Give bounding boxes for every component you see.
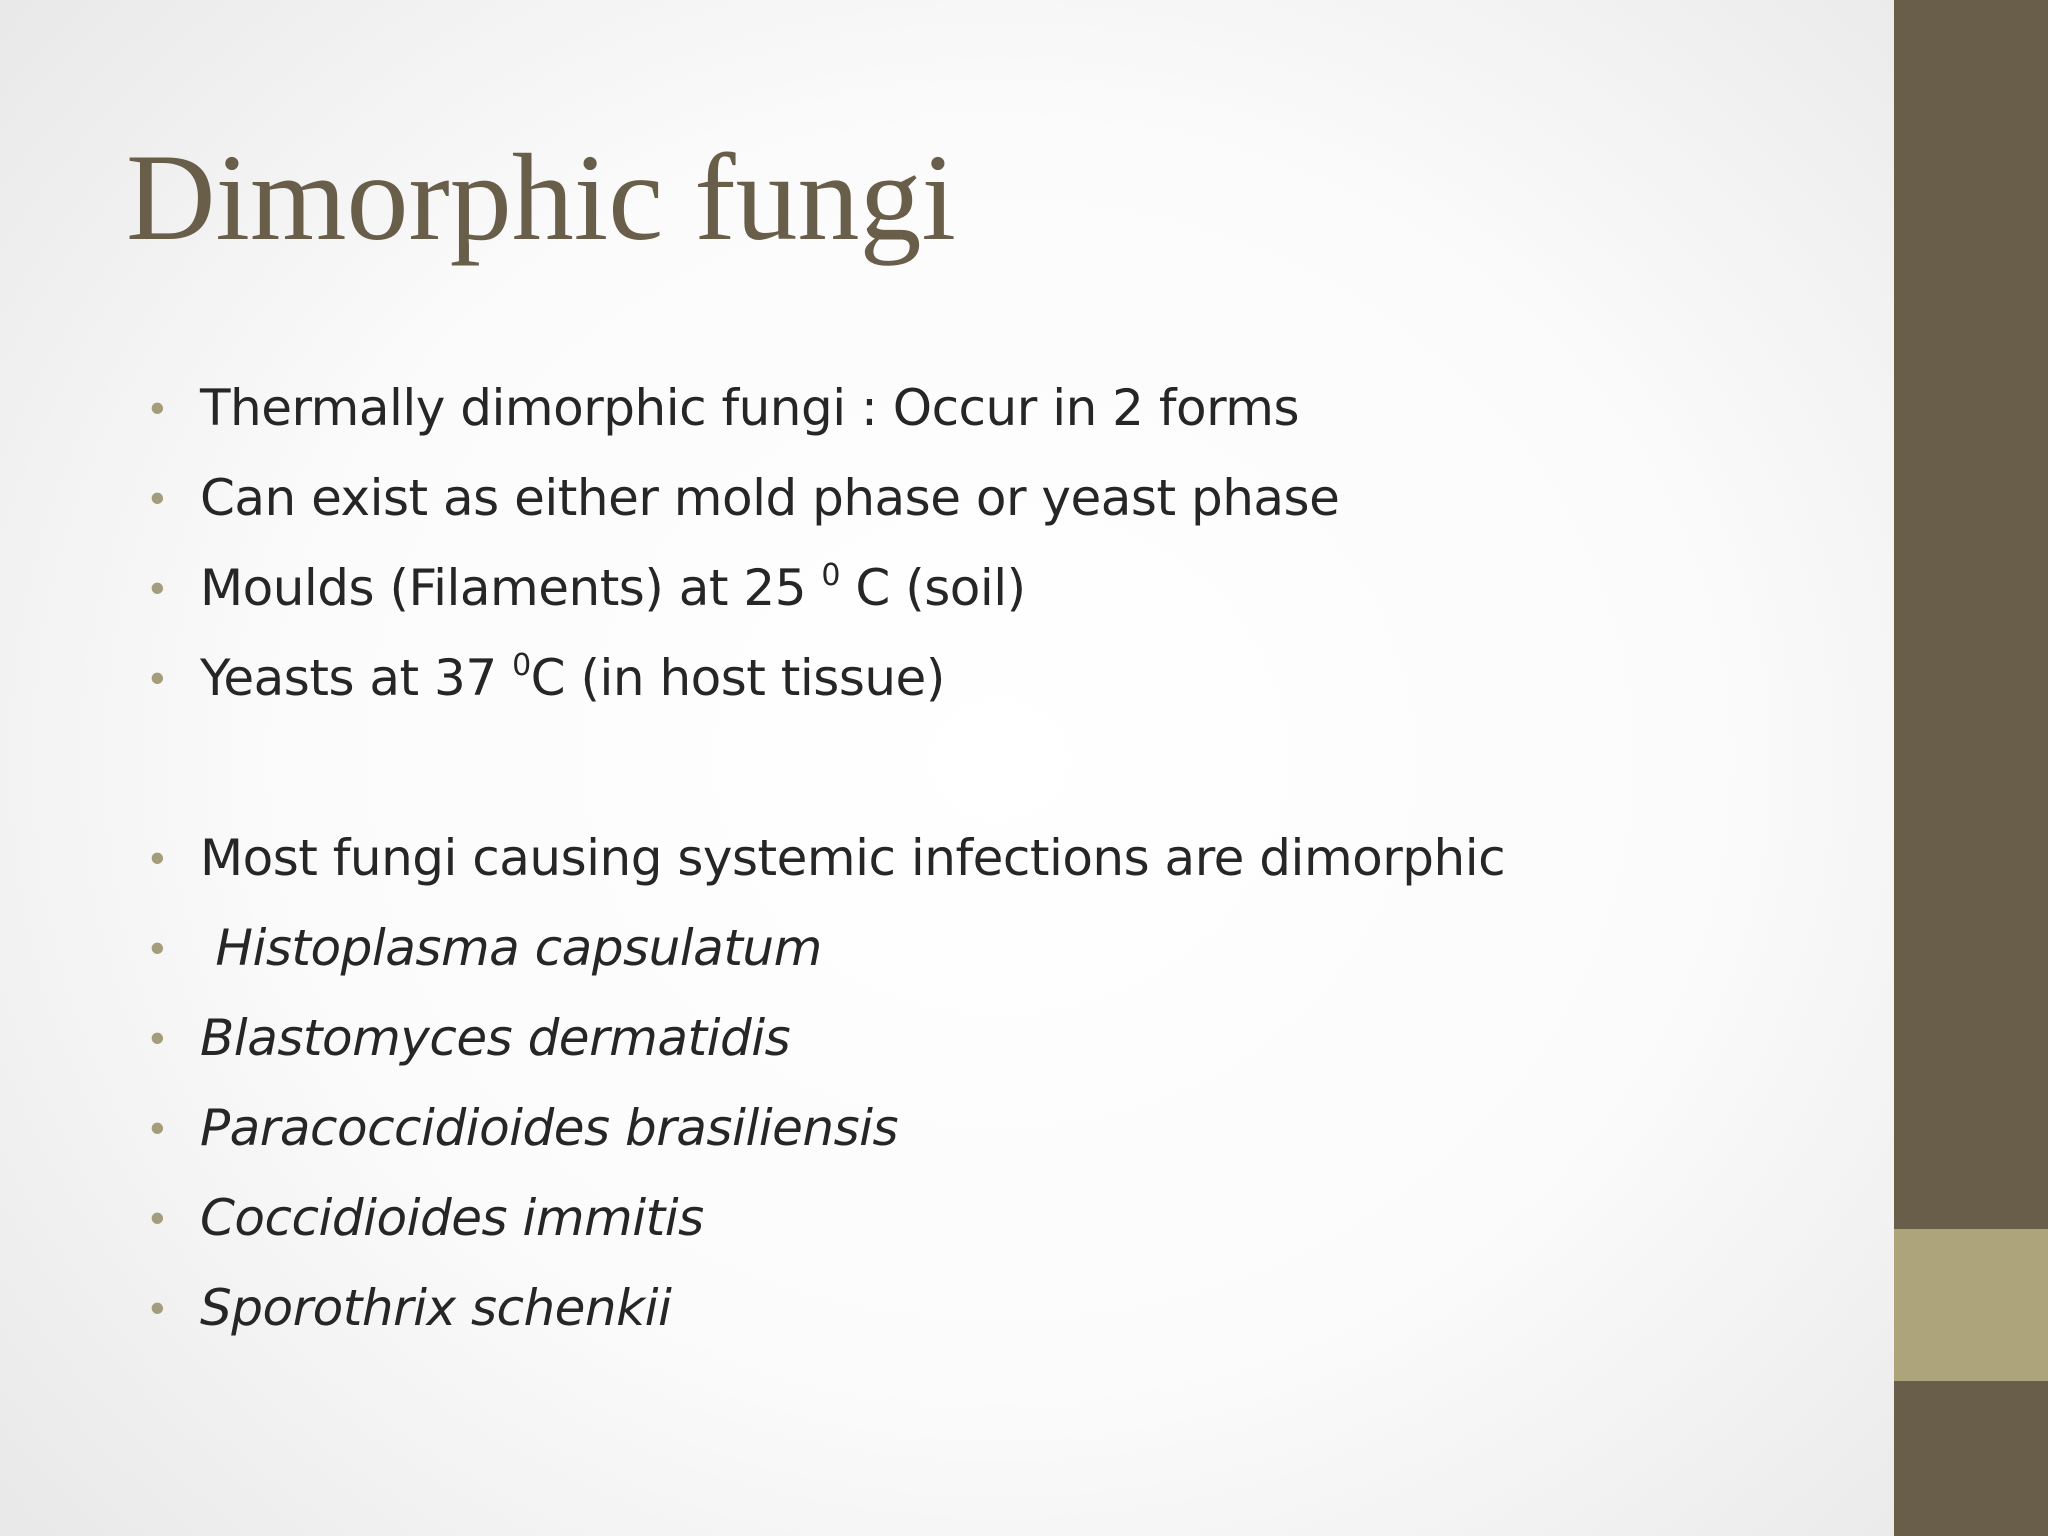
bullet-item	[150, 818, 1505, 898]
bullet-text-post: C (soil)	[840, 559, 1026, 617]
bullet-item	[150, 638, 945, 718]
bullet-dot-icon: •	[150, 834, 165, 881]
bullet-dot-icon: •	[150, 654, 165, 701]
bullet-dot-icon: •	[150, 474, 165, 521]
bullet-dot-icon: •	[150, 564, 165, 611]
bullet-text-pre: Moulds (Filaments) at 25	[200, 559, 822, 617]
bullet-dot-icon: •	[150, 1284, 165, 1331]
bullet-dot-icon: •	[150, 924, 165, 971]
bullet-item	[150, 368, 1299, 448]
bullet-item	[150, 1268, 671, 1348]
slide-title: Dimorphic fungi	[126, 129, 956, 266]
bullet-text: Sporothrix schenkii	[200, 1279, 672, 1337]
bullet-text: Can exist as either mold phase or yeast phase	[200, 469, 1340, 527]
bullet-text: Most fungi causing systemic infections are dimorphic	[200, 829, 1506, 887]
degree-superscript: 0	[821, 558, 841, 593]
bullet-item	[150, 1178, 704, 1258]
bullet-text-pre: Yeasts at 37	[200, 649, 513, 707]
bullet-text: Coccidioides immitis	[200, 1189, 704, 1247]
bullet-item	[150, 458, 1339, 538]
bullet-dot-icon: •	[150, 1014, 165, 1061]
bullet-text-post: C (in host tissue)	[530, 649, 945, 707]
bullet-item	[150, 548, 1026, 628]
bullet-item	[150, 998, 790, 1078]
bullet-item	[150, 908, 822, 988]
bullet-text: Paracoccidioides brasiliensis	[200, 1099, 899, 1157]
bullet-text: Thermally dimorphic fungi : Occur in 2 forms	[200, 379, 1299, 437]
bullet-dot-icon: •	[150, 384, 165, 431]
bullet-item	[150, 1088, 898, 1168]
bullet-text	[200, 559, 1026, 617]
bullet-text: Blastomyces dermatidis	[200, 1009, 791, 1067]
bullet-text: Histoplasma capsulatum	[200, 919, 822, 977]
bullet-dot-icon: •	[150, 1194, 165, 1241]
bullet-dot-icon: •	[150, 1104, 165, 1151]
side-accent-block	[1894, 1229, 2048, 1381]
bullet-text	[200, 649, 945, 707]
degree-superscript: 0	[512, 648, 531, 683]
